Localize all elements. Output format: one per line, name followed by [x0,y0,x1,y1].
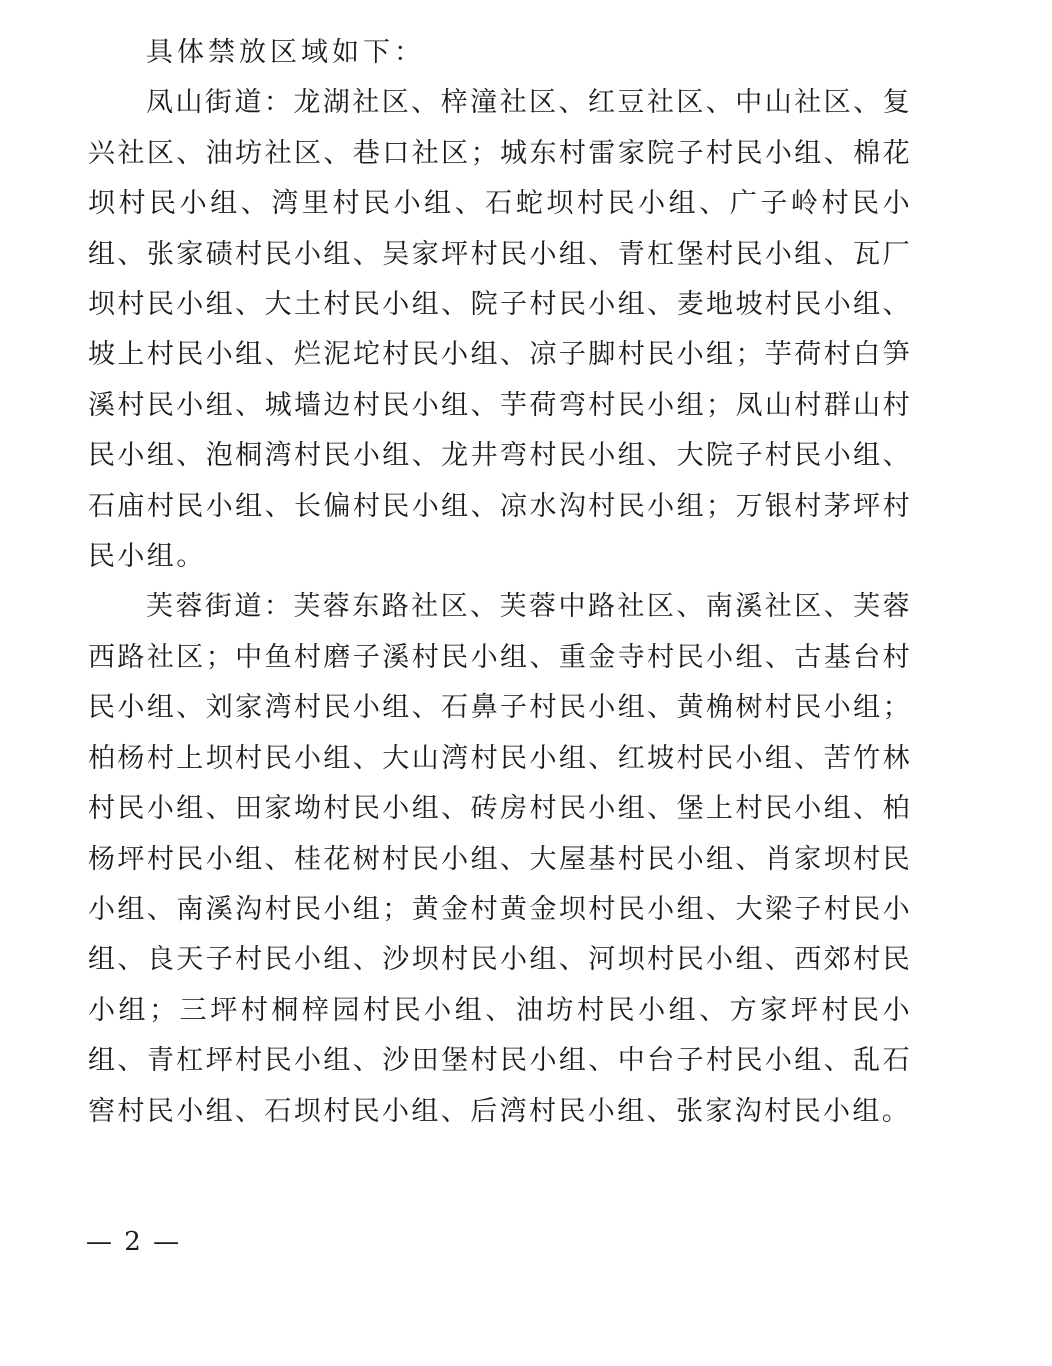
fengshan-street-paragraph: 凤山街道：龙湖社区、梓潼社区、红豆社区、中山社区、复兴社区、油坊社区、巷口社区；城东村雷家院子村民小组、棉花坝村民小组、湾里村民小组、石蛇坝村民小组、广子岭村民小组、张家碛村民小组、吴家坪村民小组、青杠堡村民小组、瓦厂坝村民小组、大土村民小组、院子村民小组、麦地坡村民小组、坡上村民小组、烂泥坨村民小组、凉子脚村民小组；芋荷村白笋溪村民小组、城墙边村民小组、芋荷弯村民小组；凤山村群山村民小组、泡桐湾村民小组、龙井弯村民小组、大院子村民小组、石庙村民小组、长偏村民小组、凉水沟村民小组；万银村茅坪村民小组。 [88,87,912,573]
intro-paragraph: 具体禁放区域如下： [146,37,425,68]
furong-street-paragraph: 芙蓉街道：芙蓉东路社区、芙蓉中路社区、南溪社区、芙蓉西路社区；中鱼村磨子溪村民小组、重金寺村民小组、古基台村民小组、刘家湾村民小组、石鼻子村民小组、黄桷树村民小组；柏杨村上坝村民小组、大山湾村民小组、红坡村民小组、苦竹林村民小组、田家坳村民小组、砖房村民小组、堡上村民小组、柏杨坪村民小组、桂花树村民小组、大屋基村民小组、肖家坝村民小组、南溪沟村民小组；黄金村黄金坝村民小组、大梁子村民小组、良天子村民小组、沙坝村民小组、河坝村民小组、西郊村民小组；三坪村桐梓园村民小组、油坊村民小组、方家坪村民小组、青杠坪村民小组、沙田堡村民小组、中台子村民小组、乱石窖村民小组、石坝村民小组、后湾村民小组、张家沟村民小组。 [88,591,912,1127]
document-body [88,28,912,1137]
page-number: — 2 — [86,1227,182,1257]
